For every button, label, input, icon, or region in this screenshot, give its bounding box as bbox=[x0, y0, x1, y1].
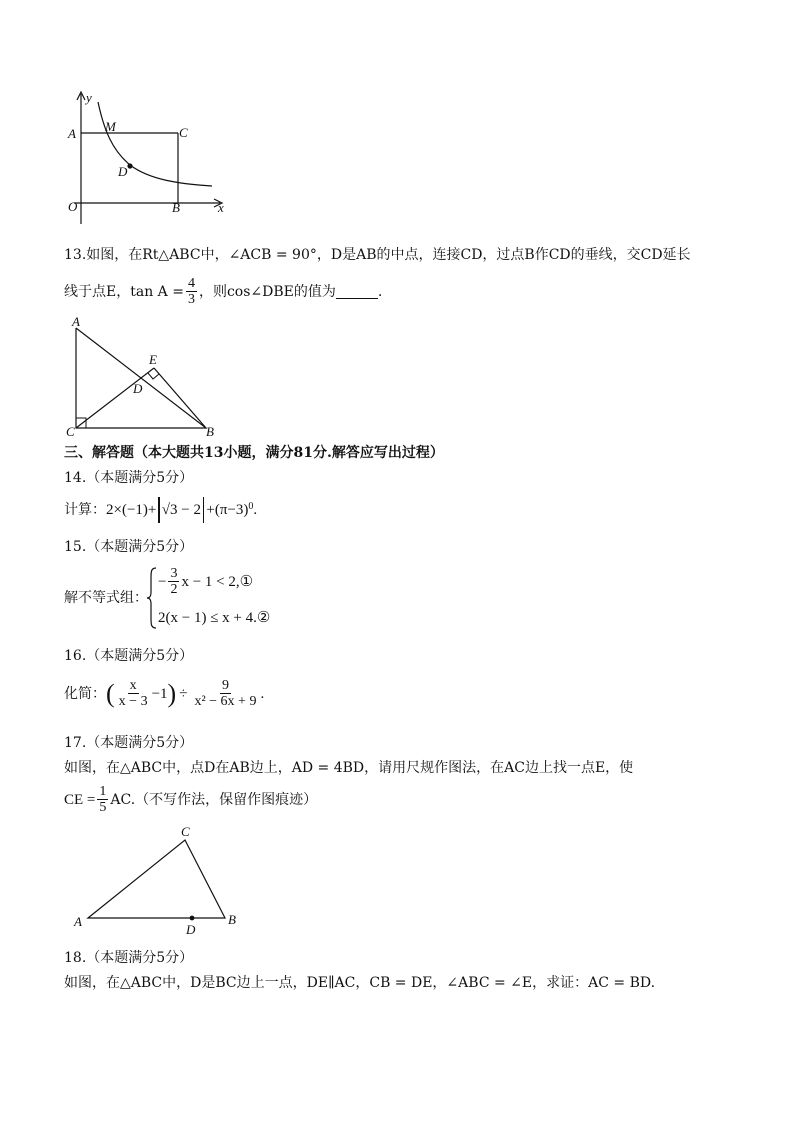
q14-end: . bbox=[253, 502, 258, 518]
point-d bbox=[127, 163, 132, 168]
q17-point-d bbox=[190, 916, 195, 921]
q17-label-b: B bbox=[228, 912, 236, 927]
q17-fraction bbox=[97, 784, 108, 815]
label-c: C bbox=[179, 125, 188, 140]
q16-f2-den: x² − 6x + 9 bbox=[194, 694, 257, 709]
q16-expression bbox=[64, 678, 264, 709]
q13-line2 bbox=[64, 276, 382, 307]
label-a: A bbox=[68, 126, 76, 141]
q15-header: 15.（本题满分5分） bbox=[64, 539, 194, 555]
q16-divide: ÷ bbox=[179, 685, 188, 702]
q13-frac-den: 3 bbox=[187, 292, 195, 307]
q13-line-be bbox=[154, 368, 206, 428]
q17-line2-post: AC.（不写作法，保留作图痕迹） bbox=[110, 791, 318, 808]
q17-figure-triangle bbox=[70, 822, 250, 940]
q16-header: 16.（本题满分5分） bbox=[64, 648, 194, 664]
q13-fraction bbox=[186, 276, 197, 307]
label-o: O bbox=[68, 199, 78, 214]
q17-label-c: C bbox=[181, 824, 190, 839]
q13-right-angle-e bbox=[148, 373, 159, 379]
label-d: D bbox=[118, 164, 128, 179]
section-3-title: 三、解答题（本大题共13小题，满分81分.解答应写出过程） bbox=[64, 445, 444, 461]
q15-row1-neg: − bbox=[158, 573, 167, 590]
q16-f1-num: x bbox=[129, 678, 137, 693]
q13-label-e: E bbox=[149, 352, 157, 367]
q14-expression bbox=[64, 497, 257, 523]
label-x: x bbox=[218, 200, 224, 215]
q15-frac-den: 2 bbox=[170, 582, 178, 597]
q17-frac-den: 5 bbox=[99, 800, 107, 815]
q17-label-a: A bbox=[74, 914, 82, 929]
q13-figure-triangle bbox=[62, 314, 222, 439]
q16-f2-num: 9 bbox=[221, 678, 229, 693]
q15-label: 解不等式组： bbox=[64, 590, 148, 606]
q14-exponent: 0 bbox=[248, 501, 254, 512]
q15-row1 bbox=[158, 566, 253, 597]
q17-header: 17.（本题满分5分） bbox=[64, 735, 194, 751]
q13-line1: 13.如图，在Rt△ABC中，∠ACB = 90°，D是AB的中点，连接CD，过点B作CD的垂线，交CD延长 bbox=[64, 247, 691, 263]
q15-row1-fraction bbox=[168, 566, 179, 597]
q18-line1: 如图，在△ABC中，D是BC边上一点，DE∥AC，CB = DE，∠ABC = ∠E，求证：AC = BD. bbox=[64, 975, 656, 991]
q13-label-a: A bbox=[72, 314, 80, 329]
q14-expr-a: 2×(−1)+ bbox=[106, 502, 157, 518]
q14-expr-b: √3 − 2 bbox=[161, 502, 201, 518]
q17-label-d: D bbox=[186, 922, 196, 937]
q16-minus-one: −1 bbox=[151, 685, 168, 702]
q17-line1: 如图，在△ABC中，点D在AB边上，AD = 4BD，请用尺规作图法，在AC边上找一点E，使 bbox=[64, 760, 634, 776]
figure-hyperbola-rectangle bbox=[60, 88, 240, 228]
label-m: M bbox=[105, 119, 116, 134]
q13-answer-blank bbox=[336, 284, 378, 299]
q16-paren-open: ( bbox=[106, 678, 115, 708]
q13-frac-num: 4 bbox=[187, 276, 195, 291]
q13-line-cde bbox=[76, 368, 154, 428]
q15-frac-num: 3 bbox=[170, 566, 178, 581]
q16-f1-den: x − 3 bbox=[118, 694, 148, 709]
q15-row1-rest: x − 1 < 2,① bbox=[181, 573, 254, 590]
q18-header: 18.（本题满分5分） bbox=[64, 950, 194, 966]
q16-end: . bbox=[260, 685, 265, 702]
q17-triangle-abc bbox=[88, 840, 225, 918]
q16-fraction-2 bbox=[192, 678, 258, 709]
q13-end: . bbox=[377, 283, 383, 300]
q14-label: 计算： bbox=[64, 502, 106, 518]
q13-label-d: D bbox=[133, 381, 143, 396]
q15-row2: 2(x − 1) ≤ x + 4.② bbox=[158, 610, 271, 626]
q16-fraction-1 bbox=[117, 678, 150, 709]
q17-line2-pre: CE = bbox=[64, 791, 96, 808]
q17-line2 bbox=[64, 784, 317, 815]
q14-expr-c: +(π−3) bbox=[206, 502, 249, 518]
label-y: y bbox=[86, 90, 92, 105]
hyperbola-curve bbox=[98, 102, 212, 186]
q14-header: 14.（本题满分5分） bbox=[64, 470, 194, 486]
abs-bar-left bbox=[158, 497, 159, 523]
q16-label: 化简： bbox=[64, 685, 106, 702]
abs-bar-right bbox=[203, 497, 204, 523]
q17-frac-num: 1 bbox=[99, 784, 107, 799]
q13-label-b: B bbox=[206, 424, 214, 439]
label-b: B bbox=[172, 200, 180, 215]
q15-left-brace bbox=[146, 566, 158, 630]
q16-paren-close: ) bbox=[167, 678, 177, 708]
q13-line2-pre: 线于点E，tan A = bbox=[64, 283, 184, 300]
q13-label-c: C bbox=[66, 424, 75, 439]
q13-line2-post: ，则cos∠DBE的值为 bbox=[198, 283, 336, 300]
